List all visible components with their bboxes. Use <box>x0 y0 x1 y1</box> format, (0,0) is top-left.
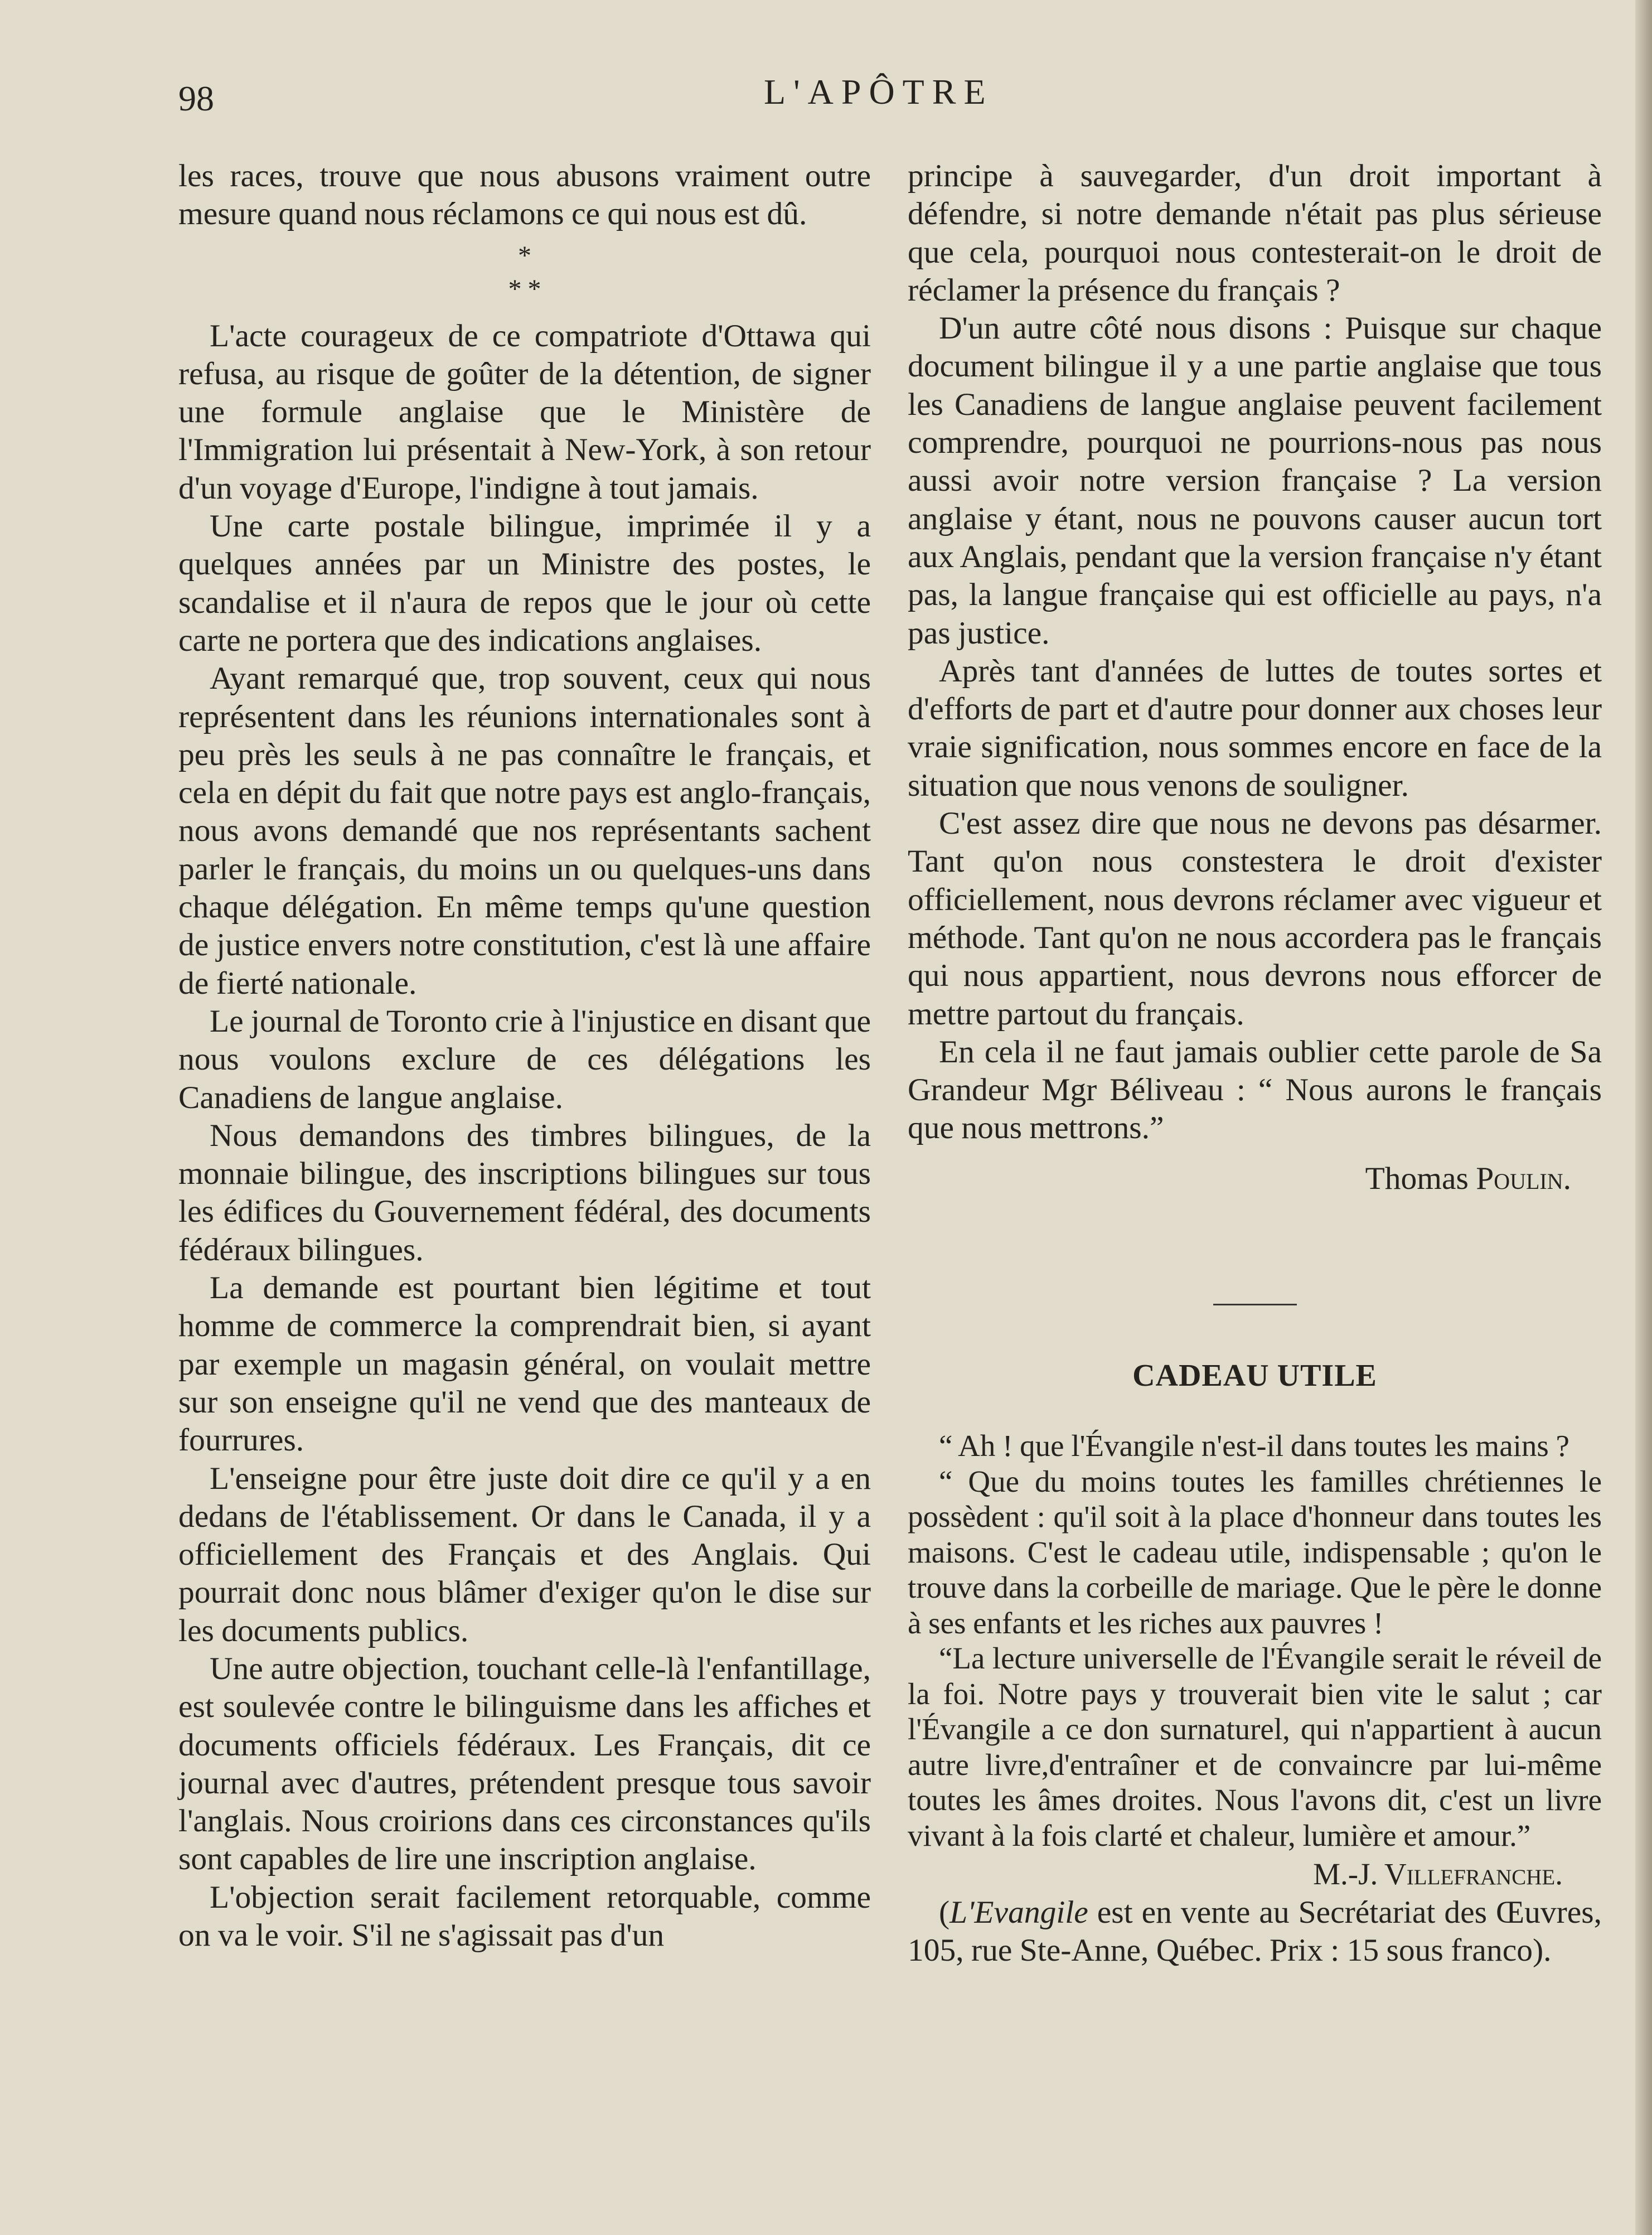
divider-rule <box>1213 1304 1297 1305</box>
paragraph: C'est assez dire que nous ne devons pas désarmer. Tant qu'on nous constestera le droit d'exister officiellement, nous devrons réclamer avec vigueur et méthode. Tant qu'on ne nous accordera pas le français qui nous appartient, nous devrons nous efforcer de mettre partout du français. <box>908 806 1602 1032</box>
page-edge-shadow <box>1635 0 1652 2235</box>
paragraph: D'un autre côté nous disons : Puisque sur chaque document bilingue il y a une partie anglaise que tous les Canadiens de langue anglaise peuvent facilement comprendre, pourquoi ne pourrions-nous pas nous aussi avoir notre version française ? La version anglaise y étant, nous ne pouvons causer aucun tort aux Anglais, pendant que la version française n'y étant pas, la langue française qui est officielle au pays, n'a pas justice. <box>908 311 1602 651</box>
note-text: est en vente au Secrétariat des Œuvres, 105, rue Ste-Anne, Québec. Prix : 15 sous franco). <box>908 1894 1602 1968</box>
running-title: L'APÔTRE <box>764 72 994 112</box>
page-number: 98 <box>178 79 214 118</box>
paragraph: L'enseigne pour être juste doit dire ce qu'il y a en dedans de l'établissement. Or dans le Canada, il y a officiellement des Français et des Anglais. Qui pourrait donc nous blâmer d'exiger qu'on le dise sur les documents publics. <box>178 1460 871 1648</box>
paragraph: principe à sauvegarder, d'un droit important à défendre, si notre demande n'était pas plus sérieuse que cela, pourquoi nous contesterait-on le droit de réclamer la présence du français ? <box>908 158 1602 308</box>
paragraph: Une carte postale bilingue, imprimée il y a quelques années par un Ministre des postes, le scandalise et il n'aura de repos que le jour où cette carte ne portera que des indications anglaises. <box>178 509 871 658</box>
paragraph: Ayant remarqué que, trop souvent, ceux qui nous représentent dans les réunions internationales sont à peu près les seuls à ne pas connaître le français, et cela en dépit du fait que notre pays est anglo-français, nous avons demandé que nos représentants sachent parler le français, du moins un ou quelques-uns dans chaque délégation. En même temps qu'une question de justice envers notre constitution, c'est là une affaire de fierté nationale. <box>178 661 871 1001</box>
paragraph: L'objection serait facilement retorquable, comme on va le voir. S'il ne s'agissait pas d'un <box>178 1879 871 1953</box>
author-first-name: Thomas <box>1365 1160 1469 1196</box>
section-title: CADEAU UTILE <box>1132 1358 1377 1394</box>
quote-paragraph: “La lecture universelle de l'Évangile serait le réveil de la foi. Notre pays y trouverait bien vite le salut ; car l'Évangile a ce don surnaturel, qui n'appartient à aucun autre livre,d'entraîner et de convaincre par lui-même toutes les âmes droites. Nous l'avons dit, c'est un livre vivant à la fois clarté et chaleur, lumière et amour.” <box>908 1641 1602 1852</box>
quote-paragraph: “ Que du moins toutes les familles chrétiennes le possèdent : qu'il soit à la place d'honneur dans toutes les maisons. C'est le cadeau utile, indispensable ; qu'on le trouve dans la corbeille de mariage. Que le père le donne à ses enfants et les riches aux pauvres ! <box>908 1464 1602 1640</box>
quote-author: M.-J. Villefranche. <box>1313 1857 1563 1891</box>
separator-stars: * * <box>508 274 541 304</box>
section-separator <box>178 239 871 306</box>
note-book-title: L'Evangile <box>949 1894 1088 1930</box>
author-signature <box>908 1160 1602 1198</box>
left-column <box>178 157 871 1955</box>
separator-star: * <box>518 240 531 270</box>
paragraph: Après tant d'années de luttes de toutes sortes et d'efforts de part et d'autre pour donner aux choses leur vraie signification, nous sommes encore en face de la situation que nous venons de souligner. <box>908 653 1602 803</box>
paragraph: les races, trouve que nous abusons vraiment outre mesure quand nous réclamons ce qui nous est dû. <box>178 158 871 232</box>
sale-note <box>908 1894 1602 1970</box>
paragraph: Une autre objection, touchant celle-là l'enfantillage, est soulevée contre le bilinguisme dans les affiches et documents officiels fédéraux. Les Français, dit ce journal avec d'autres, prétendent presque tous savoir l'anglais. Nous croirions dans ces circonstances qu'ils sont capables de lire une inscription anglaise. <box>178 1651 871 1877</box>
paragraph: La demande est pourtant bien légitime et tout homme de commerce la comprendrait bien, si ayant par exemple un magasin général, on voulait mettre sur son enseigne qu'il ne vend que des manteaux de fourrures. <box>178 1270 871 1458</box>
right-column <box>908 157 1602 1970</box>
author-last-name: Poulin. <box>1476 1160 1571 1196</box>
quote-paragraph: “ Ah ! que l'Évangile n'est-il dans toutes les mains ? <box>939 1429 1569 1463</box>
quotation-block <box>908 1428 1602 1853</box>
paragraph: En cela il ne faut jamais oublier cette parole de Sa Grandeur Mgr Béliveau : “ Nous aurons le français que nous mettrons.” <box>908 1034 1602 1146</box>
note-open-paren: ( <box>939 1894 950 1930</box>
paragraph: L'acte courageux de ce compatriote d'Ottawa qui refusa, au risque de goûter de la détention, de signer une formule anglaise que le Ministère de l'Immigration lui présentait à New-York, à son retour d'un voyage d'Europe, l'indigne à tout jamais. <box>178 318 871 506</box>
paragraph: Nous demandons des timbres bilingues, de la monnaie bilingue, des inscriptions bilingues sur tous les édifices du Gouvernement fédéral, des documents fédéraux bilingues. <box>178 1118 871 1268</box>
paragraph: Le journal de Toronto crie à l'injustice en disant que nous voulons exclure de ces délégations les Canadiens de langue anglaise. <box>178 1003 871 1115</box>
